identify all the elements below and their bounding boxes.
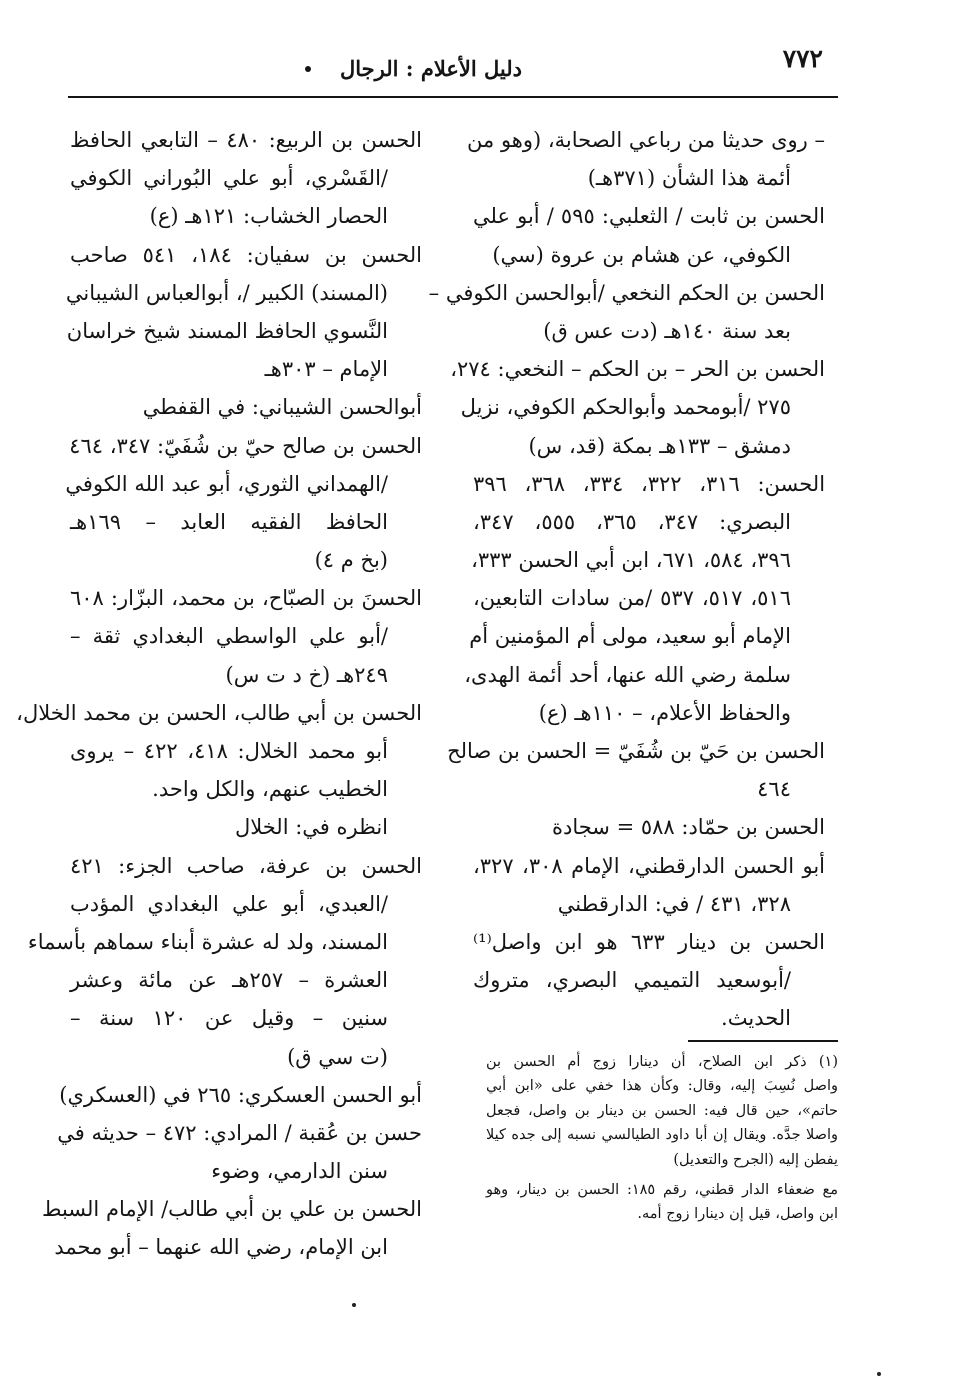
entry-line: الحسن بن الربيع: ٤٨٠ – التابعي الحافظ xyxy=(70,128,422,152)
entry-line: الحديث. xyxy=(721,1006,791,1031)
entry-line: الحسن بن حمّاد: ٥٨٨ = سجادة xyxy=(551,815,825,840)
footnote-line: (١) ذكر ابن الصلاح، أن دينارا زوج أم الحسن بن xyxy=(486,1054,838,1070)
entry-line: أئمة هذا الشأن (٣٧١هـ) xyxy=(587,166,791,191)
footnote-line: واصل نُسِبَ إليه، وقال: وكأن هذا خفي على «ابن أبي xyxy=(486,1078,838,1095)
entry-line: أبو الحسن الدارقطني، الإمام ٣٠٨، ٣٢٧، xyxy=(473,853,826,878)
entry-line: الحسن بن ثابت / الثعلبي: ٥٩٥ / أبو علي xyxy=(473,204,825,229)
footnote-line: يفطن إليه (الجرح والتعديل) xyxy=(673,1151,838,1168)
entry-line: الحسن بن حَيّ بن شُفَيّ = الحسن بن صالح xyxy=(447,739,825,763)
page-speck xyxy=(877,1372,881,1376)
entry-line: سنين – وقيل عن ١٢٠ سنة – xyxy=(70,1006,388,1031)
entry-line: أبوالحسن الشيباني: في القفطي xyxy=(142,395,422,420)
entry-line: ابن الإمام، رضي الله عنهما – أبو محمد xyxy=(54,1235,388,1260)
entry-line: ٥١٦، ٥١٧، ٥٣٧ /من سادات التابعين، xyxy=(473,586,791,611)
entry-line: بعد سنة ١٤٠هـ (دت عس ق) xyxy=(543,318,791,343)
entry-line: /العبدي، أبو علي البغدادي المؤدب xyxy=(70,891,388,916)
footnotes xyxy=(486,1050,838,1227)
entry-line: /القَسْري، أبو علي البُوراني الكوفي xyxy=(70,166,388,191)
entry-line: الإمام – ٣٠٣هـ xyxy=(264,357,388,382)
entry-line: أبو محمد الخلال: ٤١٨، ٤٢٢ – يروى xyxy=(70,739,388,763)
entry-line: والحفاظ الأعلام، – ١١٠هـ (ع) xyxy=(538,700,791,725)
entry-line: العشرة – ٢٥٧هـ عن مائة وعشر xyxy=(70,968,388,993)
entry-line: الحصار الخشاب: ١٢١هـ (ع) xyxy=(149,204,388,229)
entry-line: – روى حديثا من رباعي الصحابة، (وهو من xyxy=(467,128,825,152)
entry-line: سنن الدارمي، وضوء xyxy=(211,1159,388,1184)
entry-line: الإمام أبو سعيد، مولى أم المؤمنين أم xyxy=(469,624,791,649)
entry-line: /الهمداني الثوري، أبو عبد الله الكوفي xyxy=(65,471,388,496)
left-column xyxy=(16,121,423,1267)
footnote-line: مع ضعفاء الدار قطني، رقم ١٨٥: الحسن بن دينار، وهو xyxy=(486,1181,838,1198)
entry-line: ٢٧٥ /أبومحمد وأبوالحكم الكوفي، نزيل xyxy=(460,395,791,420)
entry-line: الحسن بن دينار ٦٣٣ هو ابن واصل⁽¹⁾ xyxy=(473,929,826,954)
entry-line: الحسن بن الحر – بن الحكم – النخعي: ٢٧٤، xyxy=(450,357,825,382)
header-rule xyxy=(68,96,838,98)
entry-line: الحسن بن عرفة، صاحب الجزء: ٤٢١ xyxy=(70,853,422,878)
running-title: دليل الأعلام : الرجال xyxy=(340,56,523,81)
entry-line: الحافظ الفقيه العابد – ١٦٩هـ xyxy=(70,509,388,534)
entry-line: ٤٦٤ xyxy=(757,777,791,802)
entry-line: الخطيب عنهم، والكل واحد. xyxy=(152,777,388,802)
entry-line: ٢٤٩هـ (خ د ت س) xyxy=(225,662,388,687)
entry-line: (بخ م ٤) xyxy=(314,548,388,573)
right-column xyxy=(428,121,826,1038)
entry-line: الحسن بن أبي طالب، الحسن بن محمد الخلال، xyxy=(16,700,422,725)
entry-line: الكوفي، عن هشام بن عروة (سي) xyxy=(492,242,791,267)
entry-line: ٣٢٨، ٤٣١ / في: الدارقطني xyxy=(557,891,791,916)
footnote-line: ابن واصل، قيل إن دينارا زوج أمه. xyxy=(637,1206,838,1223)
entry-line: (ت سي ق) xyxy=(287,1044,388,1069)
entry-line: دمشق – ١٣٣هـ بمكة (قد، س) xyxy=(528,433,791,458)
entry-line: سلمة رضي الله عنها، أحد أئمة الهدى، xyxy=(464,662,791,687)
entry-line: البصري: ٣٤٧، ٣٦٥، ٥٥٥، ٣٤٧، xyxy=(473,509,792,534)
entry-line: (المسند) الكبير /، أبوالعباس الشيباني xyxy=(65,280,388,305)
entry-line: /أبوسعيد التميمي البصري، متروك xyxy=(473,968,791,993)
page-speck xyxy=(352,1303,356,1307)
entry-line: المسند، ولد له عشرة أبناء سماهم بأسماء xyxy=(27,929,388,954)
footnote-line: واصلا جدَّه. ويقال إن أبا داود الطيالسي نسبه إلى جده كيلا xyxy=(486,1127,838,1144)
entry-line: ٣٩٦، ٥٨٤، ٦٧١، ابن أبي الحسن ٣٣٣، xyxy=(471,548,791,573)
entry-line: الحسن بن صالح حيّ بن شُفَيّ: ٣٤٧، ٤٦٤ xyxy=(69,433,422,458)
header-dot xyxy=(305,66,311,72)
entry-line: أبو الحسن العسكري: ٢٦٥ في (العسكري) xyxy=(59,1082,422,1107)
entry-line: الحسن بن علي بن أبي طالب/ الإمام السبط xyxy=(42,1197,422,1222)
entry-line: الحسن: ٣١٦، ٣٢٢، ٣٣٤، ٣٦٨، ٣٩٦ xyxy=(473,471,826,496)
footnote-rule xyxy=(688,1040,838,1042)
page-number: ٧٧٢ xyxy=(782,44,823,73)
entry-line: الحسن بن الحكم النخعي /أبوالحسن الكوفي – xyxy=(428,280,825,305)
entry-line: حسن بن عُقبة / المرادي: ٤٧٢ – حديثه في xyxy=(57,1120,422,1145)
entry-line: انظره في: الخلال xyxy=(234,815,388,840)
entry-line: النَّسوي الحافظ المسند شيخ خراسان xyxy=(66,318,388,343)
entry-line: الحسنَ بن الصبّاح، بن محمد، البزّار: ٦٠٨ xyxy=(70,586,422,611)
entry-line: الحسن بن سفيان: ١٨٤، ٥٤١ صاحب xyxy=(70,242,423,267)
entry-line: /أبو علي الواسطي البغدادي ثقة – xyxy=(70,624,388,649)
footnote-line: حاتم»، حين قال فيه: الحسن بن دينار بن واصل، فجعل xyxy=(486,1102,838,1119)
